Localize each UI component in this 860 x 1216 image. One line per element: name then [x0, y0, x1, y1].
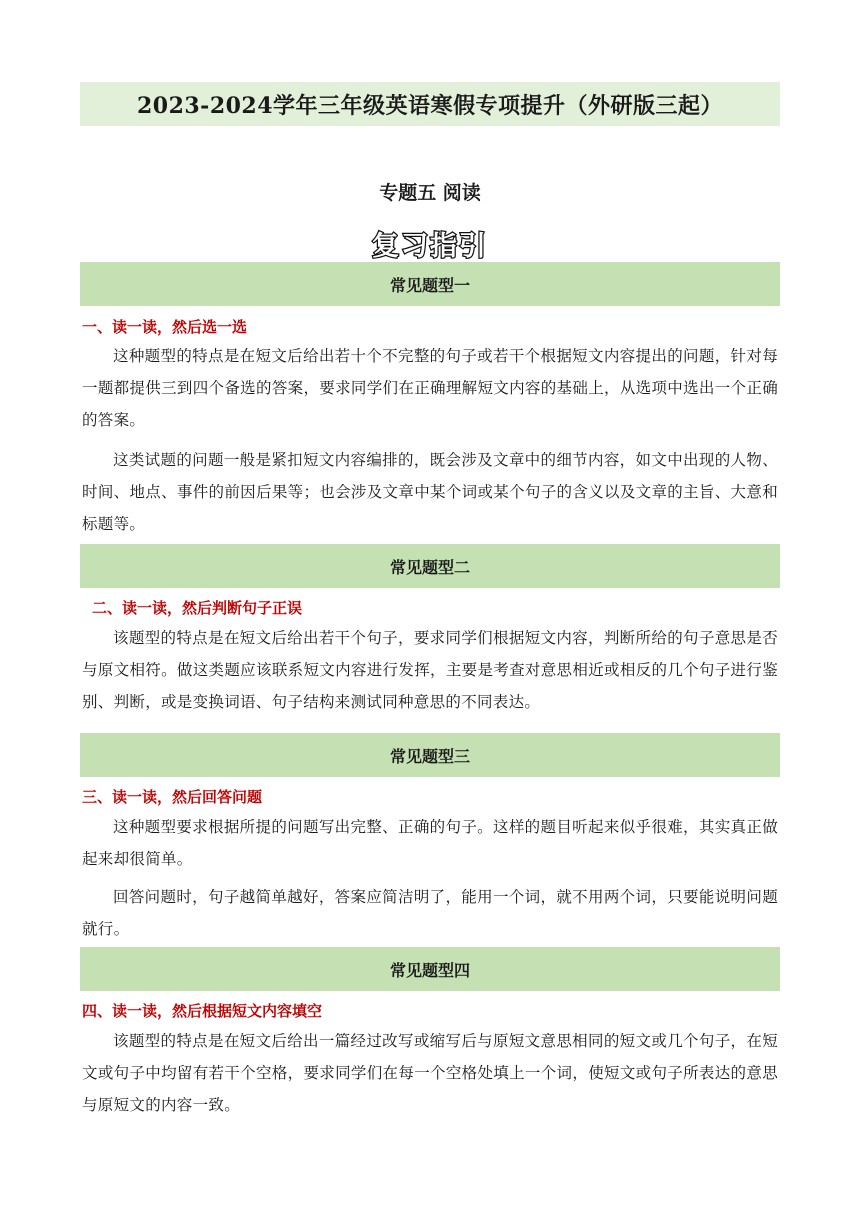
section-bar-type-4: 常见题型四: [80, 947, 780, 991]
section-1-paragraph-2: 这类试题的问题一般是紧扣短文内容编排的，既会涉及文章中的细节内容，如文中出现的人物、时间、地点、事件的前因后果等；也会涉及文章中某个词或某个句子的含义以及文章的主旨、大意和标题等。: [82, 451, 778, 534]
section-3-paragraph-1: 这种题型要求根据所提的问题写出完整、正确的句子。这样的题目听起来似乎很难，其实真正做起来却很简单。: [82, 818, 778, 869]
section-3-paragraph-2: 回答问题时，句子越简单越好，答案应简洁明了，能用一个词，就不用两个词，只要能说明问题就行。: [82, 888, 778, 939]
document-title: 2023-2024学年三年级英语寒假专项提升（外研版三起）: [80, 82, 780, 126]
review-guide-banner: 复习指引: [372, 231, 488, 262]
topic-subtitle: 专题五 阅读: [379, 182, 481, 204]
section-1-paragraph-1: 这种题型的特点是在短文后给出若十个不完整的句子或若干个根据短文内容提出的问题，针对每一题都提供三到四个备选的答案，要求同学们在正确理解短文内容的基础上，从选项中选出一个正确的答案。: [82, 347, 778, 430]
section-bar-type-3: 常见题型三: [80, 733, 780, 777]
section-2-paragraph-1: 该题型的特点是在短文后给出若干个句子，要求同学们根据短文内容，判断所给的句子意思是否与原文相符。做这类题应该联系短文内容进行发挥，主要是考查对意思相近或相反的几个句子进行鉴别、判断，或是变换词语、句子结构来测试同种意思的不同表达。: [82, 629, 778, 712]
section-bar-type-2: 常见题型二: [80, 544, 780, 588]
section-heading-4: 四、读一读，然后根据短文内容填空: [82, 1002, 323, 1020]
section-heading-3: 三、读一读，然后回答问题: [82, 788, 263, 806]
section-heading-2: 二、读一读，然后判断句子正误: [92, 599, 303, 617]
section-4-paragraph-1: 该题型的特点是在短文后给出一篇经过改写或缩写后与原短文意思相同的短文或几个句子，在短文或句子中均留有若干个空格，要求同学们在每一个空格处填上一个词，使短文或句子所表达的意思与原短文的内容一致。: [82, 1032, 778, 1115]
section-bar-type-1: 常见题型一: [80, 262, 780, 306]
section-heading-1: 一、读一读，然后选一选: [82, 318, 248, 336]
